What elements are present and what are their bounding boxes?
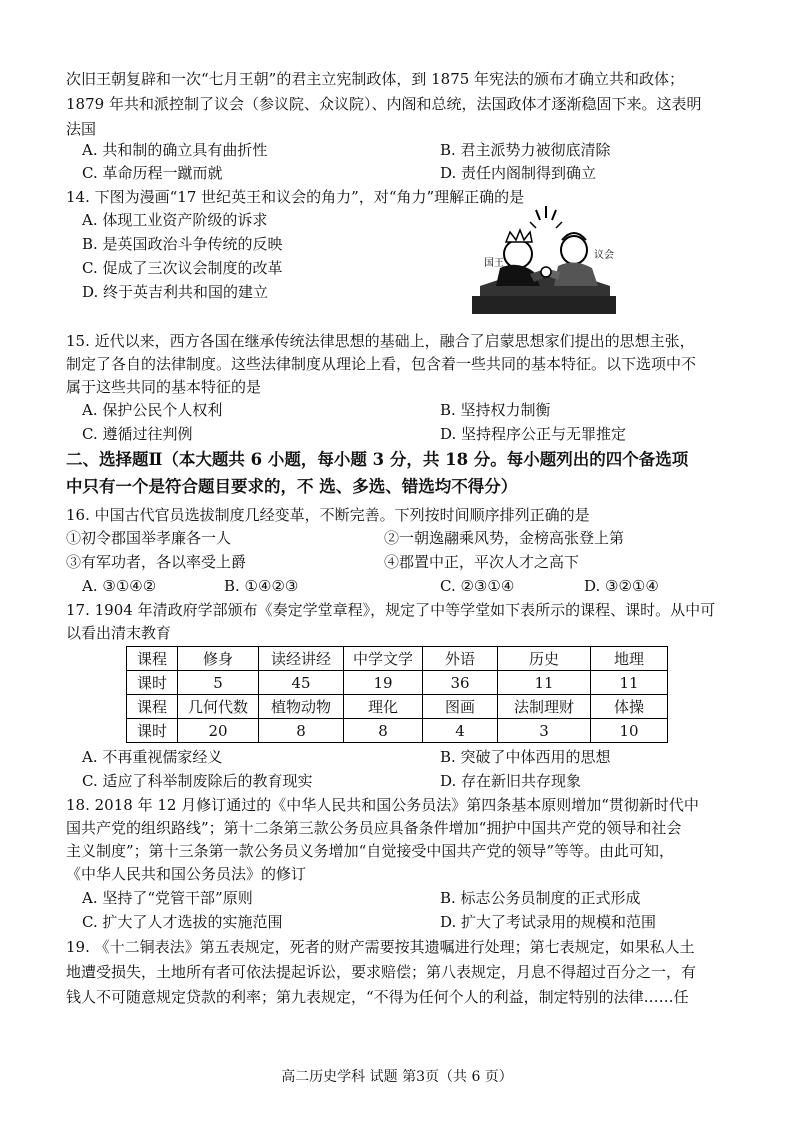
q15-text-line: 属于这些共同的基本特征的是 xyxy=(66,378,262,396)
q17-option-c: C. 适应了科举制废除后的教育现实 xyxy=(82,772,313,790)
q18-text-line: 主义制度”；第十三条第一款公务员义务增加“自觉接受中国共产党的领导”等等。由此可知， xyxy=(66,842,675,860)
q19-text-line: 19. 《十二铜表法》第五表规定，死者的财产需要按其遗嘱进行处理；第七表规定，如果私人土 xyxy=(66,938,695,956)
table-cell: 10 xyxy=(591,719,668,743)
table-cell: 几何代数 xyxy=(178,695,259,719)
q19-text-line: 钱人不可随意规定贷款的利率；第九表规定，“不得为任何个人的利益，制定特别的法律……任 xyxy=(66,988,689,1006)
cartoon-label-parliament: 议会 xyxy=(594,250,614,261)
q15-text-line: 15. 近代以来，西方各国在继承传统法律思想的基础上，融合了启蒙思想家们提出的思想主张， xyxy=(66,332,695,350)
page-footer: 高二历史学科 试题 第3页（共 6 页） xyxy=(281,1069,513,1085)
q16-option-d: D. ③②①④ xyxy=(584,577,659,595)
q17-option-d: D. 存在新旧共存现象 xyxy=(440,772,582,790)
table-row xyxy=(127,719,668,743)
q14-stem: 14. 下图为漫画“17 世纪英王和议会的角力”，对“角力”理解正确的是 xyxy=(66,188,525,206)
q13-option-d: D. 责任内阁制得到确立 xyxy=(440,164,597,182)
q14-option-a: A. 体现工业资产阶级的诉求 xyxy=(82,211,268,229)
q17-option-b: B. 突破了中体西用的思想 xyxy=(440,748,611,766)
table-cell: 课时 xyxy=(127,719,178,743)
q14-option-b: B. 是英国政治斗争传统的反映 xyxy=(82,235,283,253)
q18-text-line: 18. 2018 年 12 月修订通过的《中华人民共和国公务员法》第四条基本原则增加“贯彻新时代中 xyxy=(66,796,699,814)
q17-text-line: 17. 1904 年清政府学部颁布《奏定学堂章程》，规定了中等学堂如下表所示的课程、课时。从中可 xyxy=(66,601,716,619)
section2-heading-line2: 中只有一个是符合题目要求的，不 选、多选、错选均不得分） xyxy=(66,477,518,496)
king-parliament-cartoon xyxy=(470,196,618,314)
table-cell: 11 xyxy=(498,671,591,695)
q16-item-3: ③有军功者，各以率受上爵 xyxy=(66,553,247,571)
section2-heading-line1: 二、选择题Ⅱ（本大题共 6 小题，每小题 3 分，共 18 分。每小题列出的四个备选项 xyxy=(66,450,689,469)
table-cell: 课程 xyxy=(127,695,178,719)
course-hours-table xyxy=(126,646,668,743)
q18-text-line: 国共产党的组织路线”；第十二条第三款公务员应具备条件增加“拥护中国共产党的领导和社会 xyxy=(66,819,682,837)
table-cell: 修身 xyxy=(178,647,259,671)
q15-option-c: C. 遵循过往判例 xyxy=(82,425,193,443)
q15-option-b: B. 坚持权力制衡 xyxy=(440,401,551,419)
table-row xyxy=(127,671,668,695)
q18-option-d: D. 扩大了考试录用的规模和范围 xyxy=(440,913,657,931)
table-cell: 图画 xyxy=(423,695,498,719)
q15-option-a: A. 保护公民个人权利 xyxy=(82,401,223,419)
q16-option-c: C. ②③①④ xyxy=(440,577,515,595)
table-cell: 5 xyxy=(178,671,259,695)
table-cell: 45 xyxy=(259,671,344,695)
table-cell: 19 xyxy=(344,671,423,695)
table-cell: 理化 xyxy=(344,695,423,719)
q16-option-a: A. ③①④② xyxy=(82,577,157,595)
q13-option-c: C. 革命历程一蹴而就 xyxy=(82,164,223,182)
q16-item-4: ④郡置中正，平次人才之高下 xyxy=(384,553,580,571)
q18-option-a: A. 坚持了“党管干部”原则 xyxy=(82,889,253,907)
q16-stem: 16. 中国古代官员选拔制度几经变革，不断完善。下列按时间顺序排列正确的是 xyxy=(66,506,590,524)
table-cell: 36 xyxy=(423,671,498,695)
q16-option-b: B. ①④②③ xyxy=(224,577,299,595)
q13-option-a: A. 共和制的确立具有曲折性 xyxy=(82,141,268,159)
q16-item-1: ①初令郡国举孝廉各一人 xyxy=(66,529,232,547)
q13-option-b: B. 君主派势力被彻底清除 xyxy=(440,141,611,159)
table-cell: 8 xyxy=(259,719,344,743)
q15-option-d: D. 坚持程序公正与无罪推定 xyxy=(440,425,627,443)
table-cell: 植物动物 xyxy=(259,695,344,719)
table-cell: 读经讲经 xyxy=(259,647,344,671)
q13-text-line: 次旧王朝复辟和一次“七月王朝”的君主立宪制政体，到 1875 年宪法的颁布才确立共和政体； xyxy=(66,70,685,88)
table-cell: 4 xyxy=(423,719,498,743)
table-cell: 8 xyxy=(344,719,423,743)
table-cell: 历史 xyxy=(498,647,591,671)
q13-text-line: 1879 年共和派控制了议会（参议院、众议院）、内阁和总统，法国政体才逐渐稳固下来。这表明 xyxy=(66,95,702,113)
table-cell: 11 xyxy=(591,671,668,695)
table-cell: 课程 xyxy=(127,647,178,671)
table-cell: 课时 xyxy=(127,671,178,695)
q17-text-line: 以看出清末教育 xyxy=(66,624,172,642)
q15-text-line: 制定了各自的法律制度。这些法律制度从理论上看，包含着一些共同的基本特征。以下选项中不 xyxy=(66,355,697,373)
table-cell: 3 xyxy=(498,719,591,743)
q18-option-b: B. 标志公务员制度的正式形成 xyxy=(440,889,641,907)
table-cell: 外语 xyxy=(423,647,498,671)
q14-option-c: C. 促成了三次议会制度的改革 xyxy=(82,259,283,277)
table-cell: 体操 xyxy=(591,695,668,719)
q18-text-line: 《中华人民共和国公务员法》的修订 xyxy=(66,865,307,883)
table-cell: 20 xyxy=(178,719,259,743)
cartoon-label-king: 国王 xyxy=(484,258,504,269)
table-cell: 中学文学 xyxy=(344,647,423,671)
q19-text-line: 地遭受损失，土地所有者可依法提起诉讼，要求赔偿；第八表规定，月息不得超过百分之一，有 xyxy=(66,963,697,981)
table-cell: 地理 xyxy=(591,647,668,671)
q16-item-2: ②一朝逸翮乘风势，金榜高张登上第 xyxy=(384,529,625,547)
table-row xyxy=(127,647,668,671)
q17-option-a: A. 不再重视儒家经义 xyxy=(82,748,223,766)
table-row xyxy=(127,695,668,719)
q14-option-d: D. 终于英吉利共和国的建立 xyxy=(82,283,269,301)
q18-option-c: C. 扩大了人才选拔的实施范围 xyxy=(82,913,283,931)
q13-text-line: 法国 xyxy=(66,120,97,138)
table-cell: 法制理财 xyxy=(498,695,591,719)
